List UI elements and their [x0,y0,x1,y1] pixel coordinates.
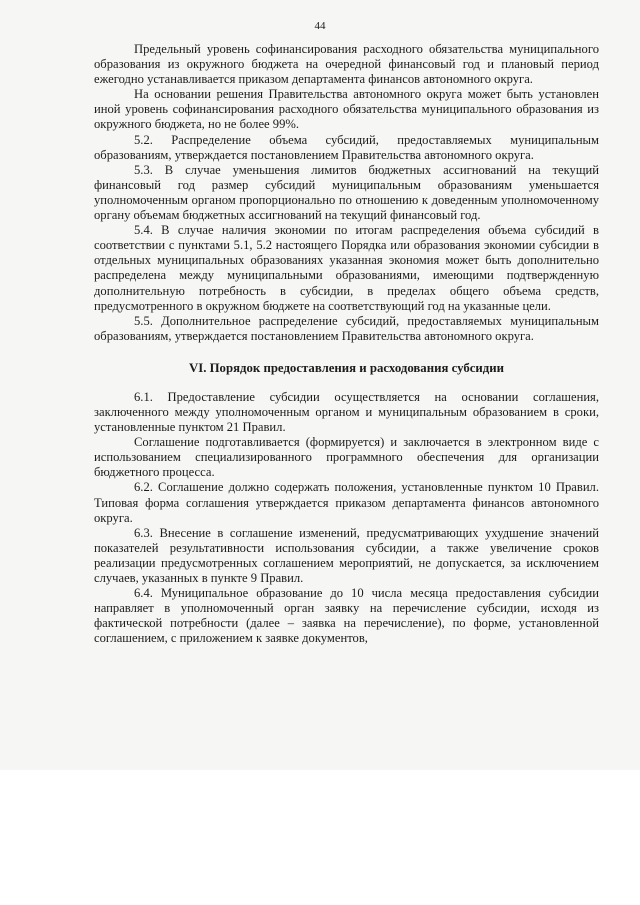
paragraph: 5.5. Дополнительное распределение субсидий, предоставляемых муниципальным образованиям, утверждается постановлением Правительства автономного округа. [94,313,599,343]
document-body [94,42,599,646]
section-heading: VI. Порядок предоставления и расходования субсидии [188,360,504,375]
paragraph: Предельный уровень софинансирования расходного обязательства муниципального образования из окружного бюджета на очередной финансовый год и плановый период ежегодно устанавливается приказом департамента финансов автономного округа. [94,42,599,87]
paragraph: 6.1. Предоставление субсидии осуществляется на основании соглашения, заключенного между уполномоченным органом и муниципальным образованием в сроки, установленные пунктом 21 Правил. [94,389,599,435]
paragraph: Соглашение подготавливается (формируется) и заключается в электронном виде с использованием специализированного программного обеспечения для организации бюджетного процесса. [94,435,599,480]
paragraph: 5.2. Распределение объема субсидий, предоставляемых муниципальным образованиям, утверждается постановлением Правительства автономного округа. [94,132,599,162]
paragraph: 6.4. Муниципальное образование до 10 числа месяца предоставления субсидии направляет в уполномоченный орган заявку на перечисление субсидии, исходя из фактической потребности (далее – заявка на перечисление), по форме, установленной соглашением, с приложением к заявке документов, [94,586,599,646]
paragraph: 6.2. Соглашение должно содержать положения, установленные пунктом 10 Правил. Типовая форма соглашения утверждается приказом департамента финансов автономного округа. [94,480,599,525]
paragraph: 5.3. В случае уменьшения лимитов бюджетных ассигнований на текущий финансовый год размер субсидий муниципальным образованиям уменьшается уполномоченным органом пропорционально по отношению к доведенным уполномоченному органу объемам бюджетных ассигнований на текущий финансовый год. [94,162,599,223]
paragraph: 6.3. Внесение в соглашение изменений, предусматривающих ухудшение значений показателей результативности использования субсидии, а также увеличение сроков реализации предусмотренных соглашением мероприятий, не допускается, за исключением случаев, указанных в пункте 9 Правил. [94,525,599,585]
paragraph: 5.4. В случае наличия экономии по итогам распределения объема субсидий в соответствии с пунктами 5.1, 5.2 настоящего Порядка или образования экономии субсидии в отдельных муниципальных образованиях указанная экономия может быть дополнительно распределена между муниципальными образованиями, имеющими подтвержденную дополнительную потребность в субсидии, в пределах общего объема средств, предусмотренного в окружном бюджете на соответствующий год на указанные цели. [94,223,599,313]
page-number: 44 [314,20,326,32]
paragraph: На основании решения Правительства автономного округа может быть установлен иной уровень софинансирования расходного обязательства муниципального образования из окружного бюджета, но не более 99%. [94,87,599,132]
